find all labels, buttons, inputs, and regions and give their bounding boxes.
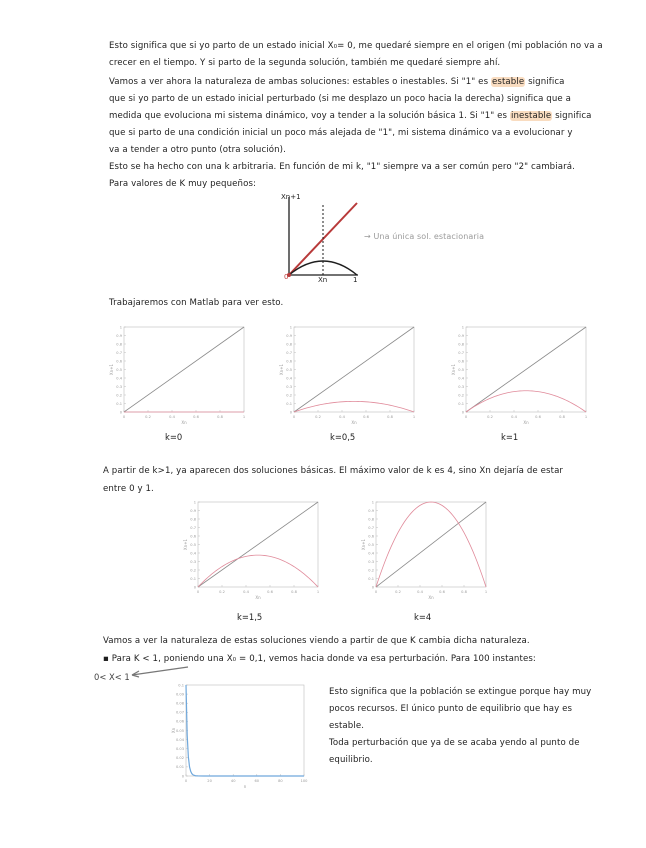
text-line: crecer en el tiempo. Y si parto de la segunda solución, también me quedaré siempre ahí. — [109, 58, 501, 68]
y-tick-label: 0.1 — [458, 401, 464, 406]
sketch-tick-zero: 0 — [284, 273, 289, 281]
x-tick-label: 0.4 — [169, 415, 175, 419]
x-tick-label: 1 — [242, 415, 246, 419]
x-tick-label: 80 — [278, 779, 283, 783]
y-tick-label: 1 — [119, 325, 122, 330]
y-tick-label: 0.5 — [286, 367, 292, 372]
x-tick-label: 0.6 — [193, 415, 199, 419]
y-tick-label: 0 — [371, 585, 374, 590]
y-tick-label: 0.3 — [368, 559, 374, 564]
text-line — [109, 111, 592, 122]
y-tick-label: 1 — [193, 500, 196, 505]
x-tick-label: 0.2 — [219, 590, 225, 594]
y-tick-label: 0.1 — [116, 401, 122, 406]
plot-frame — [186, 685, 304, 776]
y-tick-label: 0.1 — [368, 576, 374, 581]
plot-caption: k=0 — [165, 432, 183, 442]
x-tick-label: 0 — [464, 415, 468, 419]
y-tick-label: 0.2 — [368, 568, 374, 573]
x-tick-label: 0.2 — [315, 415, 321, 419]
matlab-plot-k05 — [278, 322, 420, 426]
y-tick-label: 0.6 — [458, 359, 464, 364]
y-tick-label: 0.3 — [190, 559, 196, 564]
y-tick-label: 0.8 — [190, 517, 196, 522]
plot-svg — [360, 497, 492, 601]
matlab-plot-k0 — [108, 322, 250, 426]
x-tick-label: 1 — [412, 415, 416, 419]
text-line: Trabajaremos con Matlab para ver esto. — [109, 298, 284, 308]
x-axis-label: Xn — [351, 420, 357, 425]
highlight-estable: estable — [492, 77, 525, 87]
x-tick-label: 1 — [316, 590, 320, 594]
y-tick-label: 0.08 — [175, 701, 184, 706]
text-line: pocos recursos. El único punto de equilibrio que hay es — [329, 704, 573, 714]
plot-svg — [108, 322, 250, 426]
y-axis-label: Xn+1 — [361, 538, 366, 551]
y-tick-label: 0 — [193, 585, 196, 590]
y-tick-label: 0.1 — [286, 401, 292, 406]
x-tick-label: 0.8 — [217, 415, 223, 419]
x-tick-label: 0.2 — [145, 415, 151, 419]
y-tick-label: 0.03 — [175, 747, 184, 751]
y-tick-label: 0.8 — [368, 517, 374, 522]
text-line: va a tender a otro punto (otra solución). — [109, 145, 286, 155]
text-span: significa — [555, 111, 592, 121]
x-tick-label: 100 — [300, 779, 308, 783]
text-span: significa — [528, 77, 565, 87]
text-line: Esto significa que la población se extingue porque hay muy — [329, 687, 592, 697]
range-note: 0< X< 1 — [94, 672, 130, 682]
y-tick-label: 0.1 — [190, 576, 196, 581]
x-tick-label: 40 — [230, 779, 236, 783]
matlab-plot-k15 — [182, 497, 324, 601]
x-tick-label: 1 — [484, 590, 488, 594]
x-tick-label: 0.4 — [243, 590, 249, 594]
x-tick-label: 1 — [584, 415, 588, 419]
y-tick-label: 0.09 — [175, 692, 184, 697]
y-tick-label: 0.3 — [458, 384, 464, 389]
text-line: Toda perturbación que ya de se acaba yendo al punto de — [329, 738, 580, 748]
y-axis-label: Xn+1 — [183, 538, 188, 551]
x-tick-label: 0 — [122, 415, 126, 419]
y-tick-label: 0.9 — [116, 333, 122, 338]
y-tick-label: 0.2 — [116, 393, 122, 398]
y-tick-label: 0.6 — [116, 359, 122, 364]
y-tick-label: 0.4 — [286, 376, 292, 381]
matlab-plot-k1 — [450, 322, 592, 426]
y-tick-label: 0.7 — [458, 350, 464, 355]
y-tick-label: 0 — [461, 410, 464, 415]
y-axis-label: Xn+1 — [451, 363, 456, 376]
y-tick-label: 0.01 — [175, 765, 184, 770]
y-tick-label: 0 — [289, 410, 292, 415]
y-tick-label: 0.5 — [190, 542, 196, 547]
plot-svg — [278, 322, 420, 426]
text-line: equilibrio. — [329, 755, 373, 765]
x-tick-label: 0.8 — [291, 590, 297, 594]
x-tick-label: 0.6 — [535, 415, 541, 419]
plot-svg — [450, 322, 592, 426]
y-tick-label: 0.8 — [458, 342, 464, 347]
y-tick-label: 0.8 — [116, 342, 122, 347]
text-span: Vamos a ver ahora la naturaleza de ambas soluciones: estables o inestables. Si "1" es — [109, 77, 489, 87]
y-tick-label: 0.4 — [458, 376, 464, 381]
y-tick-label: 0.07 — [175, 710, 184, 715]
text-line: Vamos a ver la naturaleza de estas soluciones viendo a partir de que K cambia dicha naturaleza. — [103, 636, 530, 646]
y-tick-label: 0.7 — [368, 525, 374, 530]
plot-caption: k=0,5 — [330, 432, 356, 442]
x-tick-label: 0.4 — [339, 415, 345, 419]
y-tick-label: 1 — [461, 325, 464, 330]
y-tick-label: 0.4 — [190, 551, 196, 556]
y-tick-label: 0.2 — [286, 393, 292, 398]
y-tick-label: 0.9 — [458, 333, 464, 338]
y-tick-label: 0.2 — [190, 568, 196, 573]
hand-sketch — [278, 193, 518, 285]
y-tick-label: 0 — [119, 410, 122, 415]
x-tick-label: 0.6 — [267, 590, 273, 594]
x-tick-label: 0 — [374, 590, 378, 594]
y-tick-label: 0.6 — [286, 359, 292, 364]
text-line: que si yo parto de un estado inicial perturbado (si me desplazo un poco hacia la derecha) significa que a — [109, 94, 571, 104]
y-tick-label: 0.5 — [368, 542, 374, 547]
y-tick-label: 0 — [181, 774, 184, 779]
x-tick-label: 0.6 — [439, 590, 445, 594]
plot-caption: k=4 — [414, 612, 432, 622]
x-axis-label: Xn — [428, 595, 434, 600]
x-tick-label: 0 — [292, 415, 296, 419]
text-line: A partir de k>1, ya aparecen dos soluciones básicas. El máximo valor de k es 4, sino Xn dejaría de estar — [103, 466, 564, 476]
y-tick-label: 0.8 — [286, 342, 292, 347]
y-tick-label: 0.9 — [368, 508, 374, 513]
y-tick-label: 0.7 — [286, 350, 292, 355]
x-tick-label: 60 — [254, 779, 260, 783]
y-tick-label: 0.5 — [116, 367, 122, 372]
x-tick-label: 0 — [184, 779, 188, 783]
highlight-inestable: inestable — [510, 111, 552, 121]
y-tick-label: 0.05 — [175, 728, 184, 733]
text-line: Para valores de K muy pequeños: — [109, 179, 257, 189]
text-line: estable. — [329, 721, 365, 731]
y-tick-label: 0.3 — [116, 384, 122, 389]
x-axis-label: n — [243, 784, 247, 789]
text-line: Esto significa que si yo parto de un estado inicial X₀= 0, me quedaré siempre en el origen (mi población no va a — [109, 41, 603, 51]
range-arrow-icon — [128, 664, 190, 678]
y-tick-label: 0.02 — [175, 756, 184, 761]
y-tick-label: 0.6 — [368, 534, 374, 539]
y-tick-label: 0.04 — [175, 737, 184, 742]
plot-svg — [182, 497, 324, 601]
x-axis-label: Xn — [255, 595, 261, 600]
text-span: medida que evoluciona mi sistema dinámico, voy a tender a la solución básica 1. Si "1" es — [109, 111, 508, 121]
y-axis-label: Xn — [171, 727, 176, 734]
y-tick-label: 1 — [371, 500, 374, 505]
x-axis-label: Xn — [181, 420, 187, 425]
x-tick-label: 0.6 — [363, 415, 369, 419]
text-line: ▪ Para K < 1, poniendo una X₀ = 0,1, vemos hacia donde va esa perturbación. Para 100 instantes: — [103, 654, 536, 664]
y-tick-label: 0.9 — [190, 508, 196, 513]
x-tick-label: 0.4 — [417, 590, 423, 594]
y-tick-label: 0.7 — [190, 525, 196, 530]
y-tick-label: 0.06 — [175, 719, 184, 724]
y-tick-label: 0.1 — [178, 683, 184, 688]
x-tick-label: 0.4 — [511, 415, 517, 419]
y-tick-label: 0.2 — [458, 393, 464, 398]
sketch-annotation: → Una única sol. estacionaria — [364, 232, 485, 241]
sketch-y-label: Xn+1 — [281, 193, 301, 201]
y-tick-label: 0.3 — [286, 384, 292, 389]
matlab-plot-timeseries — [170, 680, 310, 790]
y-tick-label: 0.4 — [116, 376, 122, 381]
y-tick-label: 0.7 — [116, 350, 122, 355]
x-tick-label: 0.8 — [559, 415, 565, 419]
matlab-plot-k4 — [360, 497, 492, 601]
x-tick-label: 0.8 — [387, 415, 393, 419]
x-tick-label: 20 — [207, 779, 212, 783]
x-tick-label: 0 — [196, 590, 200, 594]
x-tick-label: 0.2 — [487, 415, 493, 419]
y-tick-label: 0.5 — [458, 367, 464, 372]
y-axis-label: Xn+1 — [109, 363, 114, 376]
y-tick-label: 0.6 — [190, 534, 196, 539]
y-tick-label: 1 — [289, 325, 292, 330]
plot-caption: k=1,5 — [237, 612, 263, 622]
text-line: Esto se ha hecho con una k arbitraria. En función de mi k, "1" siempre va a ser común pero "2" cambiará. — [109, 162, 575, 172]
text-line — [109, 77, 565, 88]
y-tick-label: 0.9 — [286, 333, 292, 338]
sketch-x-label: Xn — [318, 276, 328, 284]
x-tick-label: 0.8 — [461, 590, 467, 594]
text-line: que si parto de una condición inicial un poco más alejada de "1", mi sistema dinámico va a evolucionar y — [109, 128, 573, 138]
plot-caption: k=1 — [501, 432, 519, 442]
y-tick-label: 0.4 — [368, 551, 374, 556]
text-line: entre 0 y 1. — [103, 484, 154, 494]
sketch-tick-one: 1 — [353, 276, 358, 284]
x-tick-label: 0.2 — [395, 590, 401, 594]
plot-svg — [170, 680, 310, 790]
x-axis-label: Xn — [523, 420, 529, 425]
y-axis-label: Xn+1 — [279, 363, 284, 376]
